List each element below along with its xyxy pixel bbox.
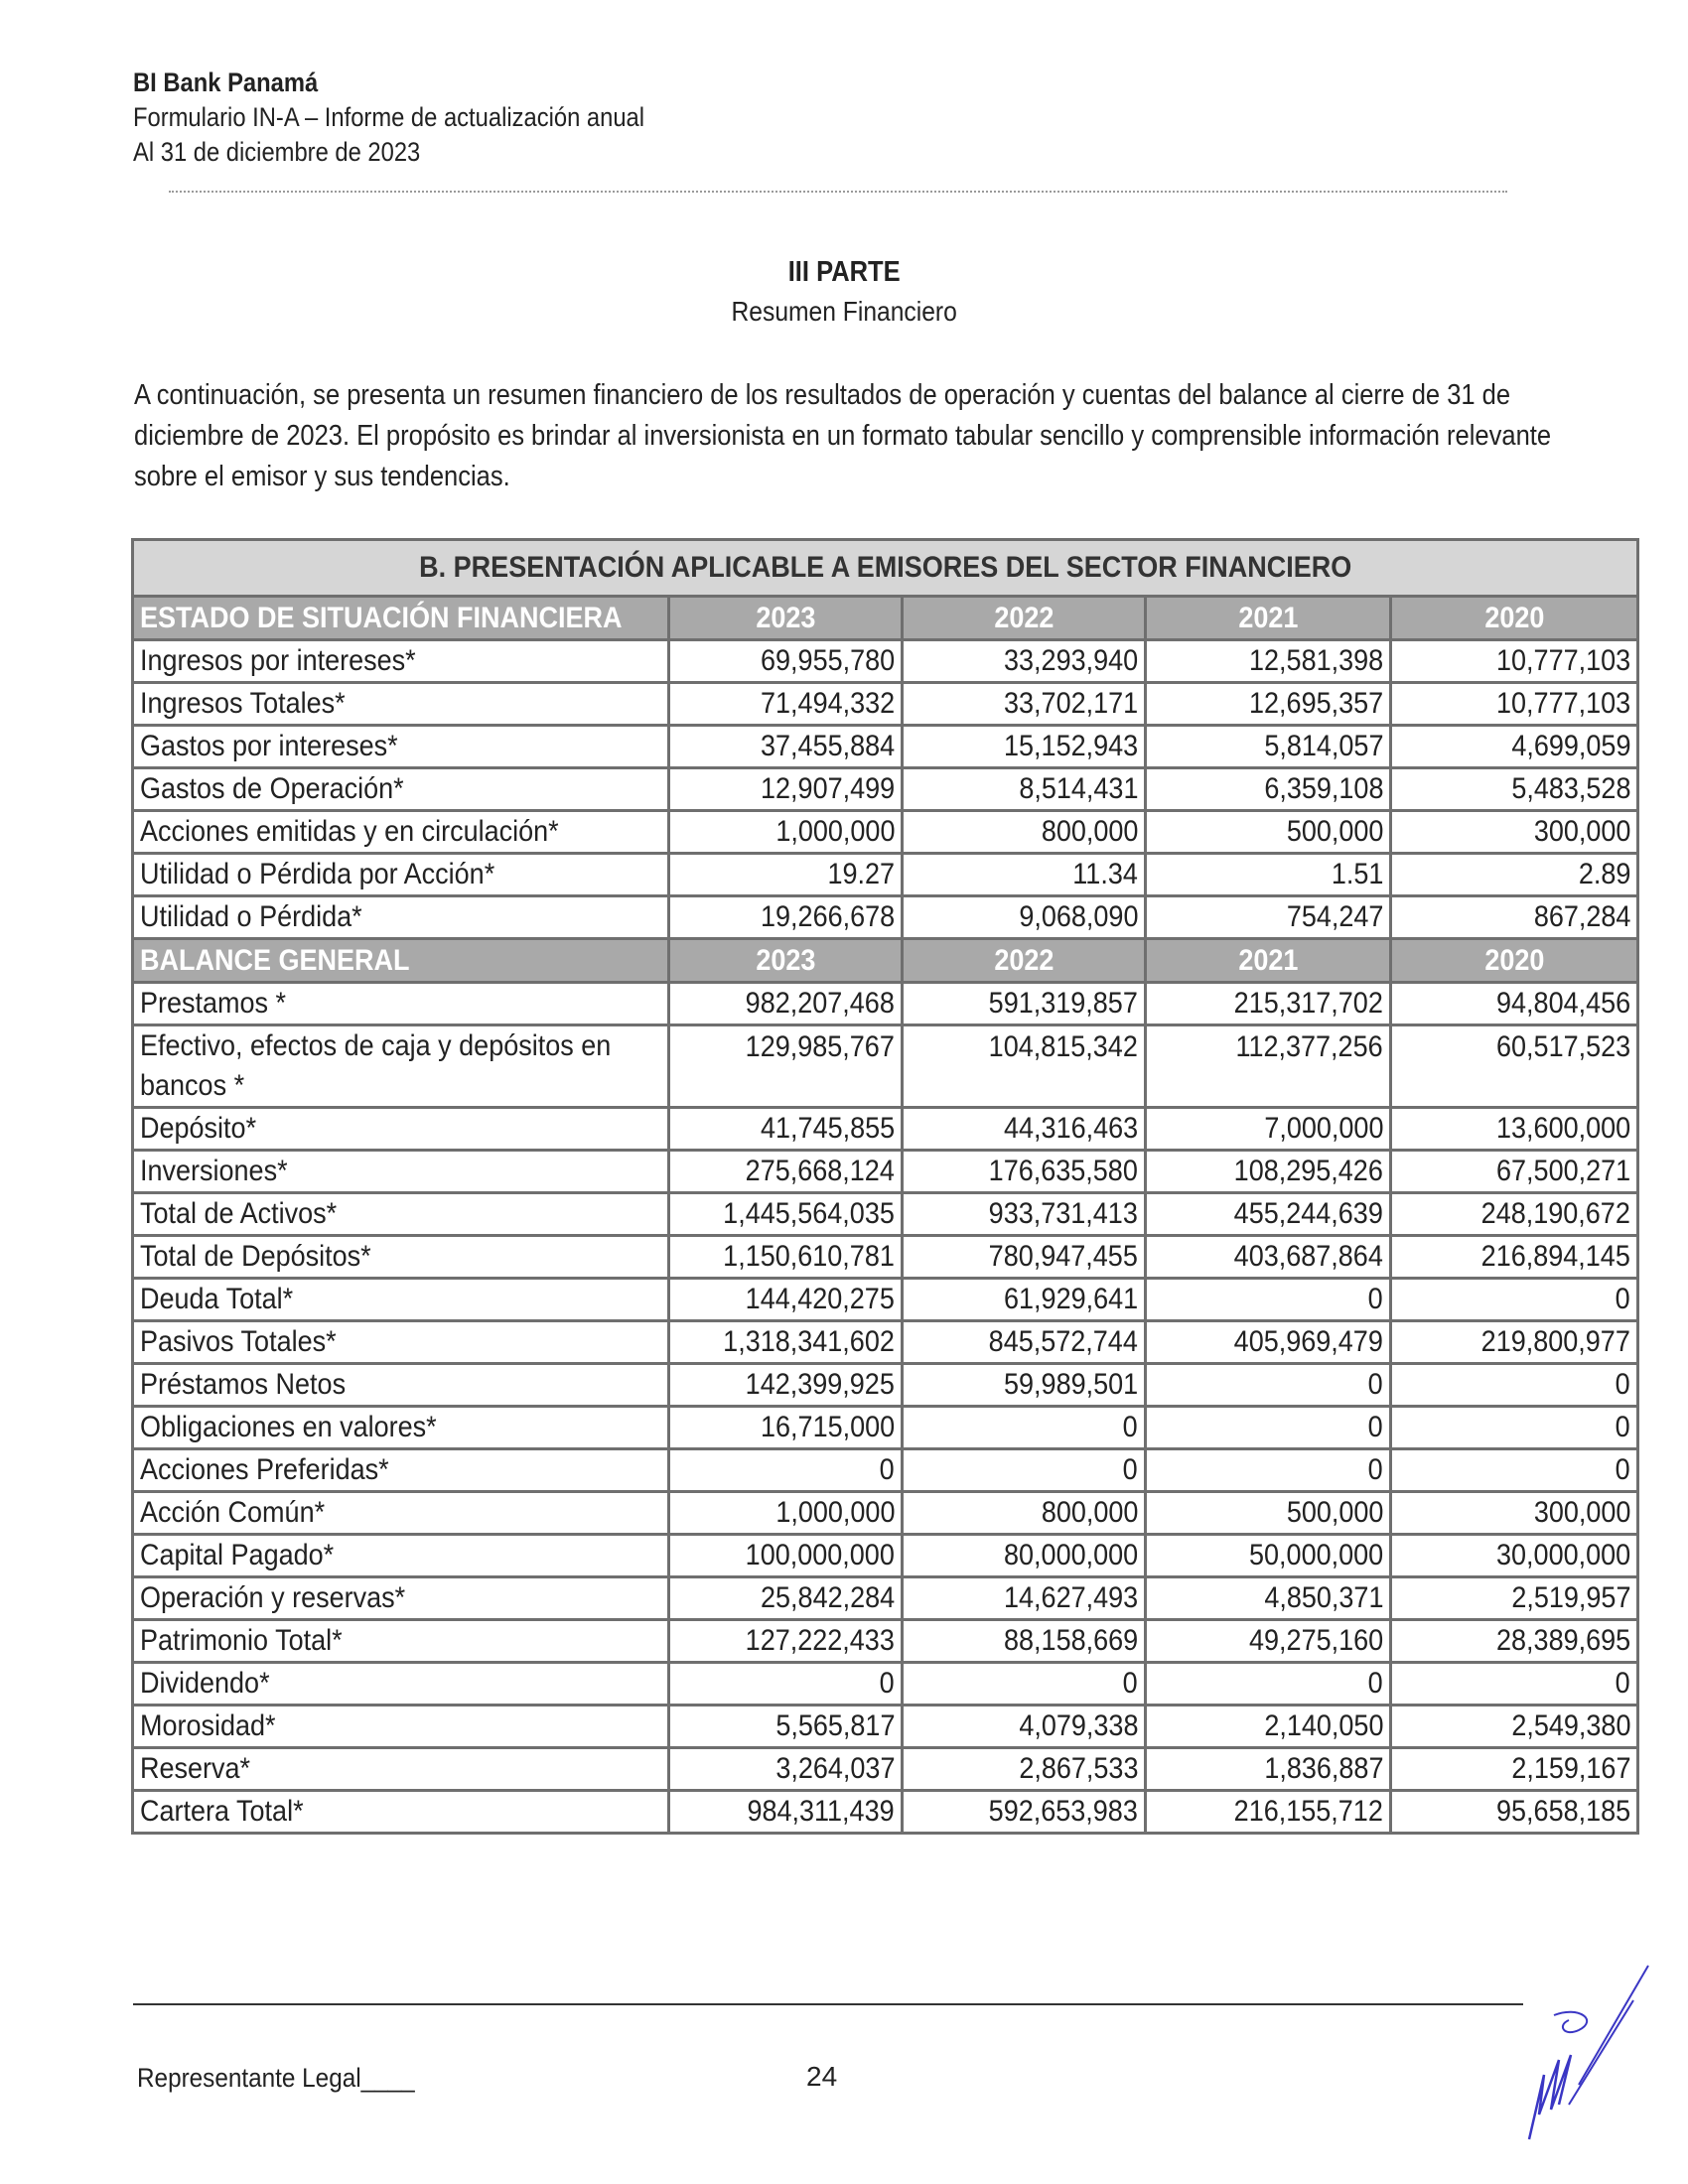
table-title: B. PRESENTACIÓN APLICABLE A EMISORES DEL SECTOR FINANCIERO <box>133 540 1638 597</box>
row-value: 982,207,468 <box>669 983 903 1025</box>
form-name: Formulario IN-A – Informe de actualización anual <box>133 102 645 132</box>
row-value: 592,653,983 <box>903 1791 1146 1834</box>
row-label: Pasivos Totales* <box>133 1321 669 1364</box>
intro-paragraph: A continuación, se presenta un resumen financiero de los resultados de operación y cuentas del balance al cierre de 31 de diciembre de 2023. El propósito es brindar al inversionista en un formato tabular sencillo y comprensible información relevante sobre el emisor y sus tendencias. <box>134 379 1552 492</box>
table-row <box>133 811 1638 854</box>
page-number: 24 <box>806 2061 838 2092</box>
row-label: Utilidad o Pérdida por Acción* <box>133 854 669 896</box>
table-row <box>133 1236 1638 1279</box>
company-name: BI Bank Panamá <box>133 68 319 97</box>
signature-icon <box>1460 1946 1658 2154</box>
table-title-row <box>133 540 1638 597</box>
row-value: 127,222,433 <box>669 1620 903 1663</box>
row-value: 0 <box>669 1449 903 1492</box>
year-header: 2020 <box>1391 597 1638 640</box>
section-subtitle: Resumen Financiero <box>731 296 957 327</box>
row-value: 2,867,533 <box>903 1748 1146 1791</box>
row-value: 2,519,957 <box>1391 1577 1638 1620</box>
table-row <box>133 1577 1638 1620</box>
row-value: 10,777,103 <box>1391 640 1638 683</box>
table-row <box>133 1492 1638 1535</box>
table-row <box>133 1535 1638 1577</box>
row-value: 867,284 <box>1391 896 1638 939</box>
row-label: Total de Activos* <box>133 1193 669 1236</box>
year-header: 2022 <box>903 939 1146 983</box>
table-row <box>133 1791 1638 1834</box>
row-value: 2,549,380 <box>1391 1706 1638 1748</box>
row-value: 13,600,000 <box>1391 1108 1638 1151</box>
row-value: 67,500,271 <box>1391 1151 1638 1193</box>
table-row <box>133 896 1638 939</box>
row-value: 275,668,124 <box>669 1151 903 1193</box>
row-label: Depósito* <box>133 1108 669 1151</box>
row-value: 37,455,884 <box>669 726 903 768</box>
row-value: 0 <box>1391 1364 1638 1407</box>
table-row <box>133 1663 1638 1706</box>
row-value: 0 <box>1146 1407 1391 1449</box>
table-row <box>133 1151 1638 1193</box>
row-label: Prestamos * <box>133 983 669 1025</box>
row-label: Obligaciones en valores* <box>133 1407 669 1449</box>
row-value: 12,907,499 <box>669 768 903 811</box>
table-row <box>133 1321 1638 1364</box>
table-row <box>133 1748 1638 1791</box>
row-value: 216,155,712 <box>1146 1791 1391 1834</box>
row-value: 104,815,342 <box>903 1025 1146 1108</box>
row-value: 49,275,160 <box>1146 1620 1391 1663</box>
row-value: 14,627,493 <box>903 1577 1146 1620</box>
document-header <box>133 66 714 170</box>
report-date: Al 31 de diciembre de 2023 <box>133 137 421 167</box>
year-header: 2021 <box>1146 939 1391 983</box>
row-value: 10,777,103 <box>1391 683 1638 726</box>
row-value: 403,687,864 <box>1146 1236 1391 1279</box>
row-label: Capital Pagado* <box>133 1535 669 1577</box>
table-row <box>133 1193 1638 1236</box>
table-row <box>133 726 1638 768</box>
row-value: 7,000,000 <box>1146 1108 1391 1151</box>
row-value: 33,293,940 <box>903 640 1146 683</box>
row-label: Acciones emitidas y en circulación* <box>133 811 669 854</box>
row-value: 88,158,669 <box>903 1620 1146 1663</box>
row-value: 455,244,639 <box>1146 1193 1391 1236</box>
row-value: 69,955,780 <box>669 640 903 683</box>
row-value: 71,494,332 <box>669 683 903 726</box>
row-value: 845,572,744 <box>903 1321 1146 1364</box>
row-value: 500,000 <box>1146 811 1391 854</box>
table-row <box>133 768 1638 811</box>
row-value: 248,190,672 <box>1391 1193 1638 1236</box>
section-heading: BALANCE GENERAL <box>133 939 669 983</box>
row-label: Morosidad* <box>133 1706 669 1748</box>
row-value: 4,079,338 <box>903 1706 1146 1748</box>
row-value: 0 <box>903 1663 1146 1706</box>
row-value: 94,804,456 <box>1391 983 1638 1025</box>
row-value: 215,317,702 <box>1146 983 1391 1025</box>
row-value: 219,800,977 <box>1391 1321 1638 1364</box>
table-row <box>133 1449 1638 1492</box>
row-label: Ingresos por intereses* <box>133 640 669 683</box>
row-value: 800,000 <box>903 811 1146 854</box>
row-value: 12,695,357 <box>1146 683 1391 726</box>
row-value: 405,969,479 <box>1146 1321 1391 1364</box>
row-value: 1,150,610,781 <box>669 1236 903 1279</box>
row-value: 3,264,037 <box>669 1748 903 1791</box>
row-value: 144,420,275 <box>669 1279 903 1321</box>
row-value: 0 <box>1391 1449 1638 1492</box>
row-value: 1,000,000 <box>669 811 903 854</box>
row-value: 4,850,371 <box>1146 1577 1391 1620</box>
row-value: 0 <box>1146 1364 1391 1407</box>
legal-representative-label: Representante Legal____ <box>137 2063 415 2093</box>
section-heading: ESTADO DE SITUACIÓN FINANCIERA <box>133 597 669 640</box>
row-label: Operación y reservas* <box>133 1577 669 1620</box>
row-value: 33,702,171 <box>903 683 1146 726</box>
row-value: 25,842,284 <box>669 1577 903 1620</box>
row-value: 0 <box>1391 1407 1638 1449</box>
row-value: 0 <box>1146 1449 1391 1492</box>
table-row <box>133 683 1638 726</box>
row-value: 59,989,501 <box>903 1364 1146 1407</box>
row-label: Acción Común* <box>133 1492 669 1535</box>
row-value: 44,316,463 <box>903 1108 1146 1151</box>
table-row <box>133 1407 1638 1449</box>
row-value: 780,947,455 <box>903 1236 1146 1279</box>
row-label: Ingresos Totales* <box>133 683 669 726</box>
estado-header-row <box>133 597 1638 640</box>
row-value: 15,152,943 <box>903 726 1146 768</box>
table-row <box>133 640 1638 683</box>
row-value: 2,140,050 <box>1146 1706 1391 1748</box>
row-value: 30,000,000 <box>1391 1535 1638 1577</box>
row-value: 41,745,855 <box>669 1108 903 1151</box>
row-value: 1,445,564,035 <box>669 1193 903 1236</box>
row-value: 0 <box>903 1449 1146 1492</box>
row-value: 28,389,695 <box>1391 1620 1638 1663</box>
year-header: 2020 <box>1391 939 1638 983</box>
row-value: 19,266,678 <box>669 896 903 939</box>
year-header: 2021 <box>1146 597 1391 640</box>
table-row <box>133 1108 1638 1151</box>
table-row <box>133 1364 1638 1407</box>
row-value: 1,000,000 <box>669 1492 903 1535</box>
table-row <box>133 854 1638 896</box>
row-value: 4,699,059 <box>1391 726 1638 768</box>
row-value: 2.89 <box>1391 854 1638 896</box>
row-value: 100,000,000 <box>669 1535 903 1577</box>
row-value: 112,377,256 <box>1146 1025 1391 1108</box>
row-value: 1,318,341,602 <box>669 1321 903 1364</box>
row-label: Acciones Preferidas* <box>133 1449 669 1492</box>
row-label: Cartera Total* <box>133 1791 669 1834</box>
section-title: III PARTE <box>787 256 901 288</box>
row-value: 300,000 <box>1391 811 1638 854</box>
row-label: Patrimonio Total* <box>133 1620 669 1663</box>
row-value: 0 <box>669 1663 903 1706</box>
row-value: 1,836,887 <box>1146 1748 1391 1791</box>
row-value: 6,359,108 <box>1146 768 1391 811</box>
row-value: 129,985,767 <box>669 1025 903 1108</box>
row-value: 984,311,439 <box>669 1791 903 1834</box>
row-value: 500,000 <box>1146 1492 1391 1535</box>
row-value: 933,731,413 <box>903 1193 1146 1236</box>
year-header: 2023 <box>669 939 903 983</box>
row-value: 108,295,426 <box>1146 1151 1391 1193</box>
row-value: 0 <box>1146 1663 1391 1706</box>
row-label: Utilidad o Pérdida* <box>133 896 669 939</box>
row-value: 1.51 <box>1146 854 1391 896</box>
row-value: 800,000 <box>903 1492 1146 1535</box>
row-value: 5,483,528 <box>1391 768 1638 811</box>
balance-header-row <box>133 939 1638 983</box>
signature-line <box>133 2003 1523 2005</box>
financial-summary-table <box>131 538 1639 1835</box>
row-value: 12,581,398 <box>1146 640 1391 683</box>
table-row <box>133 1279 1638 1321</box>
table-row <box>133 1706 1638 1748</box>
row-value: 176,635,580 <box>903 1151 1146 1193</box>
row-value: 0 <box>903 1407 1146 1449</box>
row-value: 19.27 <box>669 854 903 896</box>
row-value: 216,894,145 <box>1391 1236 1638 1279</box>
row-value: 5,814,057 <box>1146 726 1391 768</box>
row-value: 11.34 <box>903 854 1146 896</box>
row-label: Deuda Total* <box>133 1279 669 1321</box>
table-row <box>133 1620 1638 1663</box>
row-value: 16,715,000 <box>669 1407 903 1449</box>
row-label: Inversiones* <box>133 1151 669 1193</box>
row-value: 754,247 <box>1146 896 1391 939</box>
row-label: Dividendo* <box>133 1663 669 1706</box>
row-value: 95,658,185 <box>1391 1791 1638 1834</box>
row-value: 300,000 <box>1391 1492 1638 1535</box>
row-value: 9,068,090 <box>903 896 1146 939</box>
table-row <box>133 983 1638 1025</box>
row-label: Reserva* <box>133 1748 669 1791</box>
row-value: 0 <box>1146 1279 1391 1321</box>
table-row <box>133 1025 1638 1108</box>
row-value: 50,000,000 <box>1146 1535 1391 1577</box>
row-value: 8,514,431 <box>903 768 1146 811</box>
row-value: 5,565,817 <box>669 1706 903 1748</box>
year-header: 2022 <box>903 597 1146 640</box>
row-value: 142,399,925 <box>669 1364 903 1407</box>
row-value: 60,517,523 <box>1391 1025 1638 1108</box>
row-value: 0 <box>1391 1279 1638 1321</box>
row-value: 0 <box>1391 1663 1638 1706</box>
header-divider <box>169 191 1507 193</box>
row-value: 61,929,641 <box>903 1279 1146 1321</box>
row-label: Préstamos Netos <box>133 1364 669 1407</box>
row-value: 2,159,167 <box>1391 1748 1638 1791</box>
row-label: Efectivo, efectos de caja y depósitos en bancos * <box>133 1025 669 1108</box>
row-label: Gastos por intereses* <box>133 726 669 768</box>
row-value: 80,000,000 <box>903 1535 1146 1577</box>
row-value: 591,319,857 <box>903 983 1146 1025</box>
row-label: Total de Depósitos* <box>133 1236 669 1279</box>
year-header: 2023 <box>669 597 903 640</box>
row-label: Gastos de Operación* <box>133 768 669 811</box>
